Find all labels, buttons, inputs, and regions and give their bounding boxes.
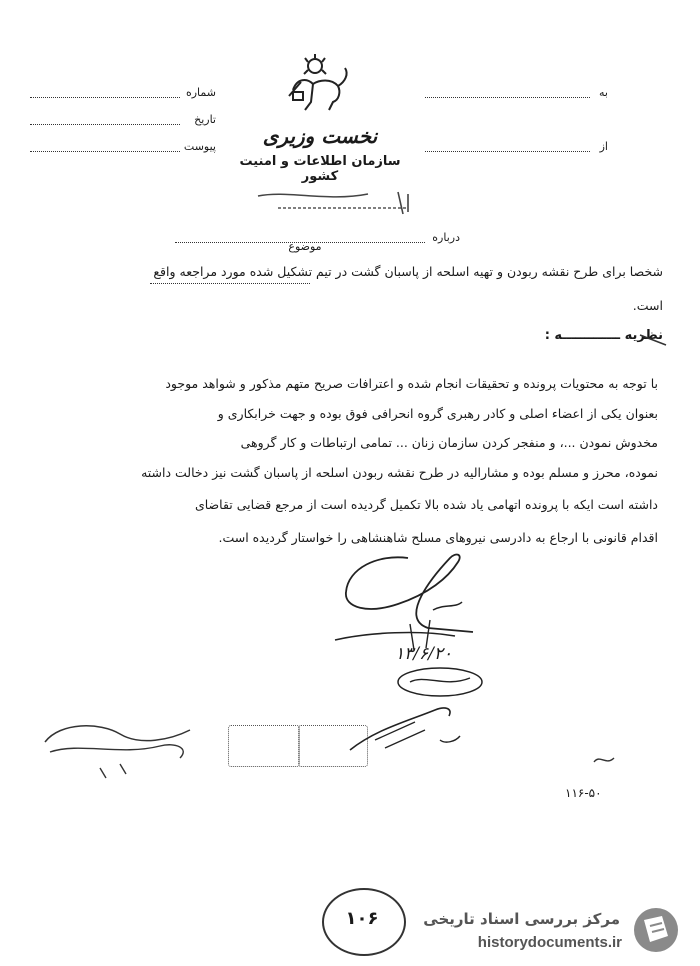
lower-signature: [345, 700, 465, 760]
regarding-label: درباره: [432, 231, 460, 244]
date-field-line: [30, 124, 180, 125]
subject-underline: [150, 283, 310, 284]
watermark-logo-icon: [632, 906, 680, 954]
subject-text-line-1: شخصا برای طرح نقشه ربودن و تهیه اسلحه از پاسبان گشت در تیم تشکیل شده مورد مراجعه واقع: [153, 264, 663, 279]
organization-title: سازمان اطلاعات و امنیت کشور: [239, 154, 401, 184]
subject-label: موضوع: [288, 240, 322, 253]
body-line-2: بعنوان یکی از اعضاء اصلی و کادر رهبری گروه انحرافی فوق بوده و جهت خرابکاری و: [217, 406, 658, 421]
signature-date: ۱۳/۶/۲۰: [395, 644, 453, 664]
number-label: شماره: [185, 86, 216, 99]
attachment-label: پیوست: [183, 140, 216, 153]
date-label: تاریخ: [194, 113, 216, 126]
margin-mark: [640, 333, 670, 349]
attachment-field-line: [30, 151, 180, 152]
from-label: از: [599, 140, 608, 153]
to-field-line: [425, 97, 590, 98]
header-scribble: [258, 188, 408, 218]
body-line-4: نموده، محرز و مسلم بوده و مشارالیه در طرح نقشه ربودن اسلحه از پاسبان گشت نیز دخالت داشته: [141, 465, 658, 480]
body-line-6: اقدام قانونی با ارجاع به دادرسی نیروهای مسلح شاهنشاهی را خواستار گردیده است.: [218, 530, 658, 545]
stamp-box-left: [228, 725, 300, 767]
lion-and-sun-emblem: [283, 52, 353, 112]
body-line-5: داشته است ایکه با پرونده اتهامی یاد شده بالا تکمیل گردیده است از مرجع قضایی تقاضای: [194, 497, 658, 512]
watermark-title: مرکز بررسی اسناد تاریخی: [423, 910, 620, 928]
to-label: به: [599, 86, 608, 99]
left-scribble-signature: [40, 712, 195, 782]
body-line-1: با توجه به محتویات پرونده و تحقیقات انجام شده و اعترافات صریح متهم مذکور و شواهد موجود: [165, 376, 658, 391]
conclusion-label: نظریه ـــــــــــــه :: [544, 328, 663, 343]
archive-number: ۱۱۶-۵۰: [565, 786, 602, 800]
ministry-title: نخست وزیری: [262, 124, 378, 148]
from-field-line: [425, 151, 590, 152]
page-number-text: ۱۰۶: [345, 908, 379, 929]
body-line-3: مخدوش نمودن ...، و منفجر کردن سازمان زنان ... تمامی ارتباطات و کار گروهی: [240, 435, 658, 450]
subject-text-line-2: است.: [632, 298, 663, 313]
second-signature: [395, 666, 485, 701]
margin-note-mark: [590, 752, 620, 768]
watermark-url: historydocuments.ir: [477, 934, 622, 951]
number-field-line: [30, 97, 180, 98]
